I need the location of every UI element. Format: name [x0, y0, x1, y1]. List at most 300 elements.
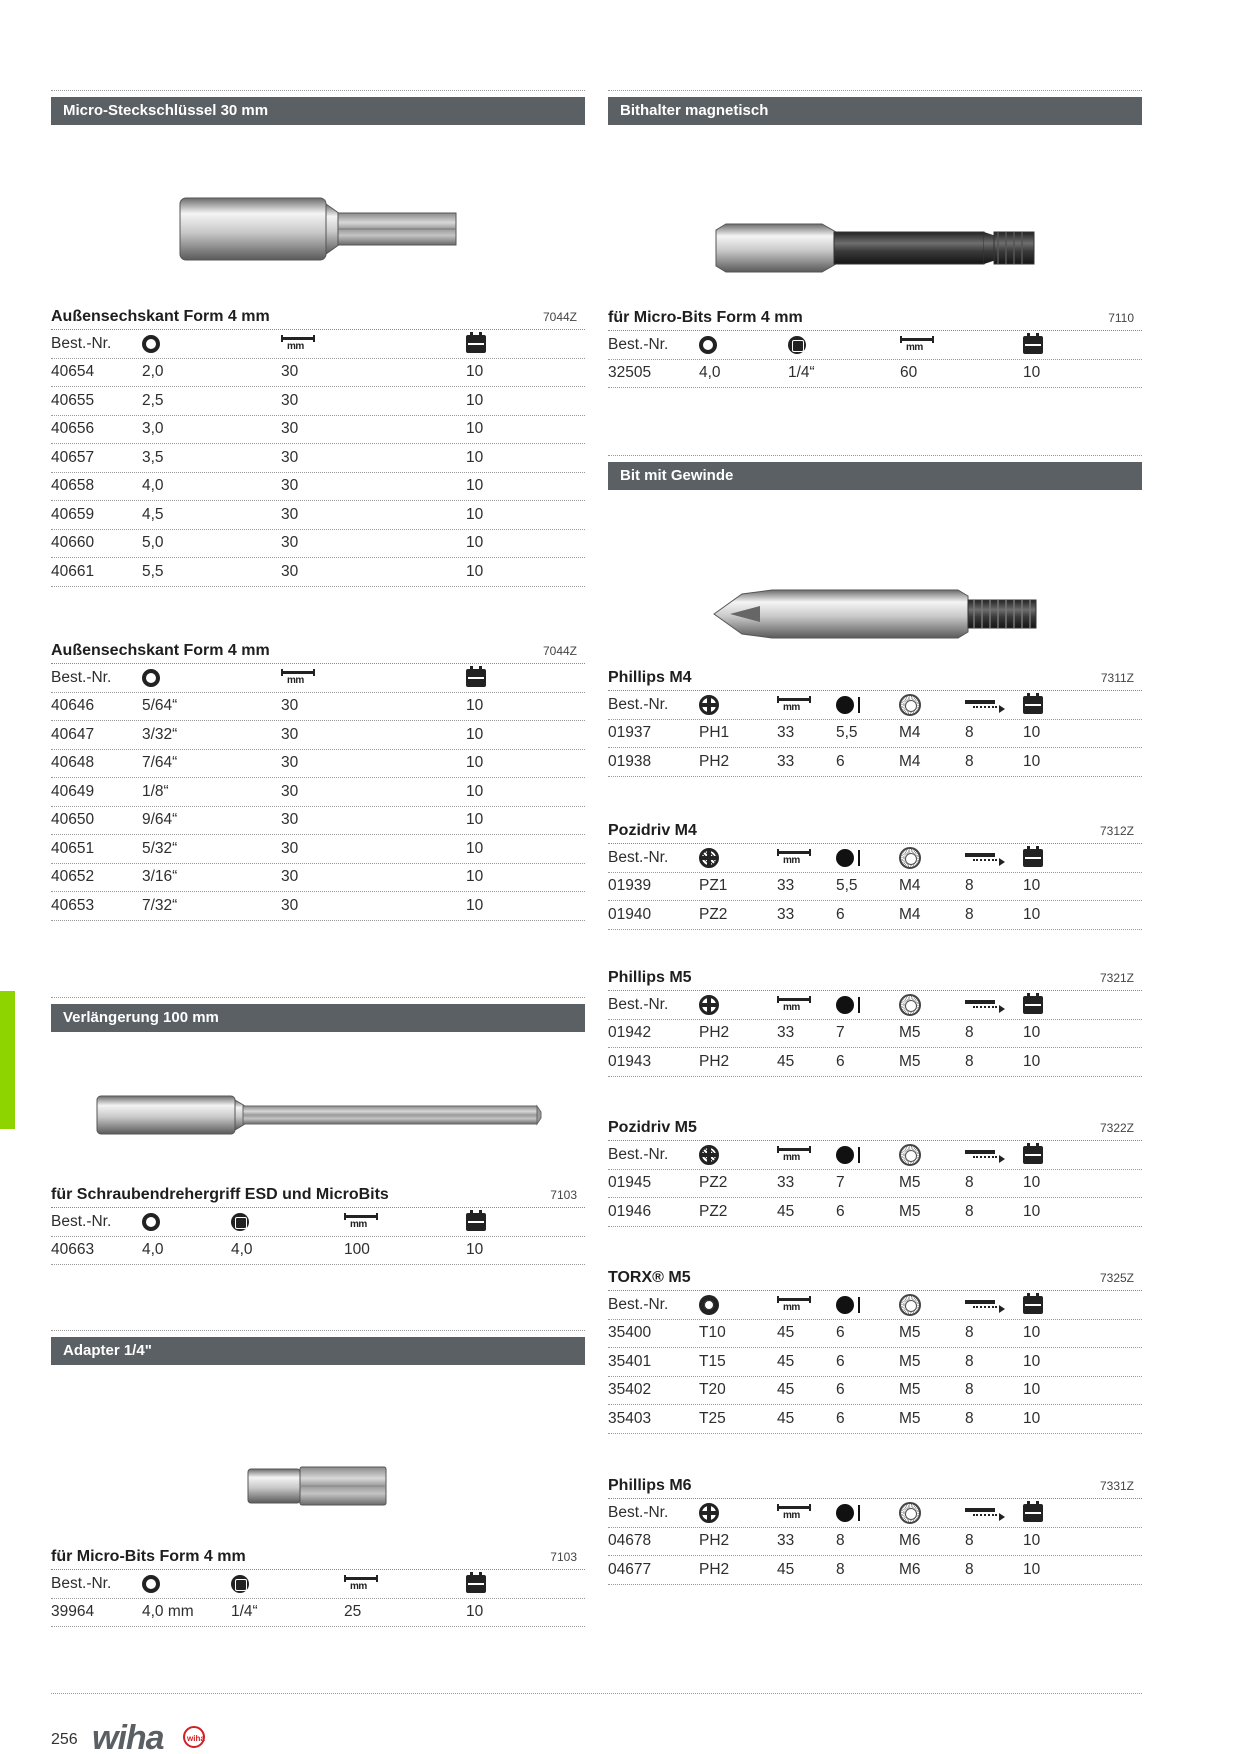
header-best-nr: Best.-Nr.: [51, 334, 112, 352]
table-cell: 8: [965, 905, 974, 923]
table-cell: 40658: [51, 477, 95, 494]
length-mm-icon: mm: [777, 849, 811, 867]
divider: [51, 90, 585, 91]
table-cell: 30: [281, 811, 299, 828]
table-group-pozidriv-m4: [608, 818, 1142, 930]
length-mm-icon: mm: [281, 669, 315, 687]
table-cell: M4: [899, 752, 921, 770]
table-cell: 01945: [608, 1174, 652, 1191]
table-row: [608, 720, 1142, 749]
package-qty-icon: [1023, 1146, 1043, 1164]
article-code: 7321Z: [1099, 971, 1134, 985]
table-cell: M4: [899, 724, 921, 741]
group-title: für Micro-Bits Form 4 mm: [51, 1548, 246, 1565]
table-cell: 01939: [608, 877, 652, 894]
group-title: Phillips M5: [608, 969, 692, 986]
table-group-aussensechskant-2: [51, 638, 585, 921]
table-cell: 8: [965, 1560, 974, 1578]
table-cell: 01940: [608, 905, 652, 923]
svg-text:wiha: wiha: [187, 1734, 205, 1743]
table-cell: 8: [965, 1324, 974, 1341]
table-cell: 5,5: [836, 724, 858, 741]
table-cell: 8: [965, 1352, 974, 1370]
table-cell: 10: [1023, 1202, 1041, 1220]
thread-length-icon: [965, 1296, 1005, 1314]
table-group-pozidriv-m5: [608, 1115, 1142, 1227]
table-cell: 10: [1023, 1352, 1041, 1370]
table-cell: 10: [466, 505, 484, 523]
table-group-phillips-m4: [608, 665, 1142, 777]
length-mm-icon: mm: [777, 1146, 811, 1164]
table-header: [51, 1208, 585, 1237]
table-cell: 10: [1023, 1560, 1041, 1578]
table-cell: 40650: [51, 811, 95, 828]
page-number: 256: [51, 1731, 78, 1748]
table-cell: 01946: [608, 1202, 652, 1220]
table-cell: 30: [281, 839, 299, 857]
threaded-bit-product-image: [712, 586, 1040, 642]
table-cell: 7: [836, 1024, 845, 1041]
table-cell: 8: [965, 1052, 974, 1070]
article-code: 7044Z: [542, 644, 577, 658]
table-cell: 40649: [51, 782, 95, 800]
table-cell: T25: [699, 1409, 726, 1427]
diameter-icon: [836, 1503, 862, 1523]
table-header: [51, 1570, 585, 1599]
table-cell: 9/64“: [142, 811, 178, 828]
table-cell: 30: [281, 754, 299, 771]
table-cell: T20: [699, 1381, 726, 1398]
table-header: [608, 691, 1142, 720]
table-cell: 33: [777, 1024, 795, 1041]
thread-icon: [899, 847, 921, 869]
table-row: [608, 360, 1142, 389]
table-cell: 3,5: [142, 448, 164, 466]
diameter-icon: [836, 848, 862, 868]
thread-length-icon: [965, 696, 1005, 714]
chapter-tab: [0, 991, 15, 1129]
header-best-nr: Best.-Nr.: [608, 695, 669, 713]
table-cell: M5: [899, 1352, 921, 1370]
table-cell: M6: [899, 1532, 921, 1549]
table-cell: 40655: [51, 391, 95, 409]
table-cell: 1/8“: [142, 782, 169, 800]
table-row: [608, 1048, 1142, 1077]
article-code: 7044Z: [542, 310, 577, 324]
table-cell: 10: [1023, 724, 1041, 741]
table-cell: 8: [965, 724, 974, 741]
table-cell: PH2: [699, 752, 730, 770]
table-cell: 8: [836, 1532, 845, 1549]
extension-product-image: [95, 1094, 543, 1136]
length-mm-icon: mm: [344, 1575, 378, 1593]
table-cell: 10: [1023, 905, 1041, 923]
table-cell: 60: [900, 364, 918, 381]
table-cell: T10: [699, 1324, 726, 1341]
table-cell: 35400: [608, 1324, 652, 1341]
table-cell: M4: [899, 877, 921, 894]
table-cell: 10: [466, 363, 484, 380]
table-cell: 4,0: [142, 1241, 164, 1258]
phillips-icon: [699, 695, 719, 715]
table-cell: PH2: [699, 1052, 730, 1070]
table-cell: 10: [466, 1603, 484, 1620]
table-cell: 10: [1023, 1174, 1041, 1191]
article-code: 7311Z: [1100, 671, 1134, 685]
table-cell: 8: [965, 1024, 974, 1041]
table-cell: 6: [836, 1352, 845, 1370]
table-header: [608, 331, 1142, 360]
table-cell: T15: [699, 1352, 726, 1370]
package-qty-icon: [1023, 996, 1043, 1014]
table-row: [51, 444, 585, 473]
table-cell: 8: [965, 1381, 974, 1398]
hex-size-icon: [142, 1575, 160, 1593]
group-title: Pozidriv M4: [608, 822, 697, 839]
header-best-nr: Best.-Nr.: [51, 668, 112, 686]
package-qty-icon: [466, 1213, 486, 1231]
square-drive-icon: [231, 1213, 249, 1231]
hex-size-icon: [142, 669, 160, 687]
table-cell: PH2: [699, 1560, 730, 1578]
header-best-nr: Best.-Nr.: [608, 335, 669, 353]
table-row: [51, 693, 585, 722]
section-title: Bithalter magnetisch: [608, 97, 1142, 125]
table-cell: 30: [281, 363, 299, 380]
group-title: Phillips M6: [608, 1477, 692, 1494]
divider: [608, 455, 1142, 456]
package-qty-icon: [1023, 1504, 1043, 1522]
table-cell: 30: [281, 562, 299, 580]
hex-size-icon: [142, 1213, 160, 1231]
group-title: Außensechskant Form 4 mm: [51, 642, 270, 659]
table-cell: 4,5: [142, 505, 164, 523]
table-cell: 40652: [51, 868, 95, 885]
table-cell: 10: [466, 477, 484, 494]
table-header: [51, 330, 585, 359]
table-cell: 01943: [608, 1052, 652, 1070]
table-cell: 1/4“: [788, 364, 815, 381]
group-title: für Micro-Bits Form 4 mm: [608, 309, 803, 326]
table-cell: 7/64“: [142, 754, 178, 771]
table-cell: 6: [836, 905, 845, 923]
header-best-nr: Best.-Nr.: [608, 1145, 669, 1163]
table-cell: M4: [899, 905, 921, 923]
footer-divider: [51, 1693, 1142, 1694]
length-mm-icon: mm: [344, 1213, 378, 1231]
table-cell: 6: [836, 1324, 845, 1341]
table-cell: 45: [777, 1560, 795, 1578]
table-cell: 40651: [51, 839, 95, 857]
table-cell: 45: [777, 1202, 795, 1220]
section-title: Adapter 1/4": [51, 1337, 585, 1365]
table-cell: 32505: [608, 364, 652, 381]
table-cell: 10: [466, 562, 484, 580]
header-best-nr: Best.-Nr.: [608, 1503, 669, 1521]
table-header: [608, 1291, 1142, 1320]
table-row: [608, 1348, 1142, 1377]
table-row: [51, 416, 585, 445]
table-cell: 8: [965, 1174, 974, 1191]
thread-icon: [899, 1144, 921, 1166]
table-row: [51, 359, 585, 388]
table-cell: 4,0: [231, 1241, 253, 1258]
group-title: Außensechskant Form 4 mm: [51, 308, 270, 325]
table-cell: 10: [466, 725, 484, 743]
table-cell: 33: [777, 905, 795, 923]
table-cell: M5: [899, 1202, 921, 1220]
table-cell: 25: [344, 1603, 362, 1620]
header-best-nr: Best.-Nr.: [51, 1574, 112, 1592]
group-title: TORX® M5: [608, 1269, 691, 1286]
table-group-verlaengerung: [51, 1182, 585, 1265]
table-cell: 5/32“: [142, 839, 178, 857]
package-qty-icon: [1023, 696, 1043, 714]
torx-icon: [699, 1295, 719, 1315]
table-row: [51, 721, 585, 750]
table-cell: PZ2: [699, 1202, 728, 1220]
table-cell: 10: [1023, 1024, 1041, 1041]
table-cell: 10: [466, 868, 484, 885]
table-row: [608, 873, 1142, 902]
divider: [51, 997, 585, 998]
hex-size-icon: [142, 335, 160, 353]
square-drive-icon: [231, 1575, 249, 1593]
table-row: [608, 1020, 1142, 1049]
thread-icon: [899, 1502, 921, 1524]
table-row: [51, 835, 585, 864]
article-code: 7322Z: [1099, 1121, 1134, 1135]
table-cell: 30: [281, 505, 299, 523]
table-cell: 30: [281, 896, 299, 914]
table-cell: 3,0: [142, 420, 164, 437]
pozidriv-icon: [699, 1145, 719, 1165]
table-cell: 35401: [608, 1352, 652, 1370]
table-cell: M5: [899, 1409, 921, 1427]
section-micro-steckschluessel: [51, 90, 585, 125]
table-cell: 33: [777, 1174, 795, 1191]
diameter-icon: [836, 995, 862, 1015]
adapter-product-image: [246, 1465, 392, 1507]
table-group-torx-m5: [608, 1265, 1142, 1434]
table-cell: 10: [1023, 1324, 1041, 1341]
table-cell: 33: [777, 877, 795, 894]
table-cell: 10: [1023, 752, 1041, 770]
table-cell: 5/64“: [142, 697, 178, 714]
square-drive-icon: [788, 336, 806, 354]
table-cell: 01942: [608, 1024, 652, 1041]
table-cell: 30: [281, 534, 299, 551]
table-cell: 30: [281, 697, 299, 714]
table-row: [51, 387, 585, 416]
table-cell: 30: [281, 782, 299, 800]
section-bithalter: [608, 90, 1142, 125]
section-title: Verlängerung 100 mm: [51, 1004, 585, 1032]
table-cell: 6: [836, 1052, 845, 1070]
table-cell: 10: [466, 811, 484, 828]
table-cell: M5: [899, 1381, 921, 1398]
table-cell: 30: [281, 868, 299, 885]
table-cell: M5: [899, 1024, 921, 1041]
table-row: [51, 501, 585, 530]
table-cell: 39964: [51, 1603, 95, 1620]
section-adapter: [51, 1330, 585, 1365]
table-cell: 01937: [608, 724, 652, 741]
table-cell: 35403: [608, 1409, 652, 1427]
hex-size-icon: [699, 336, 717, 354]
table-row: [51, 558, 585, 587]
article-code: 7331Z: [1099, 1479, 1134, 1493]
table-cell: 40647: [51, 725, 95, 743]
header-best-nr: Best.-Nr.: [608, 995, 669, 1013]
table-cell: 01938: [608, 752, 652, 770]
thread-length-icon: [965, 1146, 1005, 1164]
table-cell: 45: [777, 1381, 795, 1398]
table-cell: 10: [466, 420, 484, 437]
table-cell: 40663: [51, 1241, 95, 1258]
thread-icon: [899, 994, 921, 1016]
table-cell: 8: [965, 1532, 974, 1549]
section-verlaengerung: [51, 997, 585, 1032]
table-cell: 2,0: [142, 363, 164, 380]
article-code: 7325Z: [1099, 1271, 1134, 1285]
table-cell: M6: [899, 1560, 921, 1578]
table-row: [51, 1237, 585, 1266]
section-title: Bit mit Gewinde: [608, 462, 1142, 490]
table-cell: 40646: [51, 697, 95, 714]
article-code: 7103: [550, 1188, 577, 1202]
table-row: [608, 901, 1142, 930]
table-cell: 8: [965, 877, 974, 894]
table-cell: 45: [777, 1352, 795, 1370]
table-cell: 6: [836, 1202, 845, 1220]
article-code: 7103: [550, 1550, 577, 1564]
table-cell: 3/16“: [142, 868, 178, 885]
table-cell: 6: [836, 752, 845, 770]
table-cell: 1/4“: [231, 1603, 258, 1620]
thread-icon: [899, 694, 921, 716]
table-cell: 30: [281, 725, 299, 743]
table-cell: 10: [1023, 877, 1041, 894]
table-cell: M5: [899, 1324, 921, 1341]
table-cell: 10: [466, 782, 484, 800]
table-header: [608, 844, 1142, 873]
article-code: 7312Z: [1099, 824, 1134, 838]
phillips-icon: [699, 995, 719, 1015]
divider: [51, 1330, 585, 1331]
table-cell: 30: [281, 477, 299, 494]
table-cell: 10: [466, 448, 484, 466]
table-cell: 04678: [608, 1532, 652, 1549]
table-cell: 33: [777, 1532, 795, 1549]
table-row: [608, 1556, 1142, 1585]
table-cell: 45: [777, 1409, 795, 1427]
table-header: [51, 664, 585, 693]
table-cell: 45: [777, 1052, 795, 1070]
group-title: für Schraubendrehergriff ESD und MicroBits: [51, 1186, 389, 1203]
table-cell: 10: [466, 839, 484, 857]
section-title: Micro-Steckschlüssel 30 mm: [51, 97, 585, 125]
table-cell: M5: [899, 1052, 921, 1070]
table-row: [608, 1405, 1142, 1434]
table-cell: 30: [281, 391, 299, 409]
table-cell: 8: [965, 1409, 974, 1427]
table-cell: M5: [899, 1174, 921, 1191]
table-cell: 10: [1023, 364, 1041, 381]
length-mm-icon: mm: [900, 336, 934, 354]
table-cell: PH2: [699, 1024, 730, 1041]
diameter-icon: [836, 1145, 862, 1165]
table-row: [51, 892, 585, 921]
table-group-phillips-m6: [608, 1473, 1142, 1585]
section-bit-mit-gewinde: [608, 455, 1142, 490]
thread-length-icon: [965, 1504, 1005, 1522]
group-title: Pozidriv M5: [608, 1119, 697, 1136]
table-cell: 40653: [51, 896, 95, 914]
table-cell: 33: [777, 752, 795, 770]
length-mm-icon: mm: [281, 335, 315, 353]
table-cell: 10: [466, 1241, 484, 1258]
table-cell: 100: [344, 1241, 370, 1258]
table-cell: 45: [777, 1324, 795, 1341]
table-group-phillips-m5: [608, 965, 1142, 1077]
table-cell: 10: [466, 896, 484, 914]
table-row: [51, 778, 585, 807]
table-row: [51, 750, 585, 779]
table-cell: 7: [836, 1174, 845, 1191]
table-cell: 10: [1023, 1052, 1041, 1070]
table-cell: 10: [1023, 1409, 1041, 1427]
table-cell: 6: [836, 1409, 845, 1427]
table-cell: 2,5: [142, 391, 164, 409]
table-row: [608, 1320, 1142, 1349]
header-best-nr: Best.-Nr.: [608, 848, 669, 866]
group-title: Phillips M4: [608, 669, 692, 686]
header-best-nr: Best.-Nr.: [608, 1295, 669, 1313]
table-cell: 40659: [51, 505, 95, 523]
table-cell: 8: [836, 1560, 845, 1578]
table-cell: 35402: [608, 1381, 652, 1398]
table-row: [608, 748, 1142, 777]
thread-icon: [899, 1294, 921, 1316]
table-cell: 33: [777, 724, 795, 741]
table-cell: 40661: [51, 562, 95, 580]
table-row: [51, 807, 585, 836]
table-group-adapter: [51, 1544, 585, 1627]
table-cell: PZ1: [699, 877, 728, 894]
package-qty-icon: [466, 669, 486, 687]
table-row: [51, 473, 585, 502]
table-cell: PH1: [699, 724, 730, 741]
table-cell: 40657: [51, 448, 95, 466]
table-cell: 10: [466, 391, 484, 409]
length-mm-icon: mm: [777, 696, 811, 714]
table-header: [608, 1499, 1142, 1528]
table-cell: 40660: [51, 534, 95, 551]
package-qty-icon: [1023, 336, 1043, 354]
length-mm-icon: mm: [777, 1504, 811, 1522]
table-header: [608, 991, 1142, 1020]
table-row: [608, 1377, 1142, 1406]
table-cell: 40648: [51, 754, 95, 771]
package-qty-icon: [466, 335, 486, 353]
table-cell: 10: [1023, 1532, 1041, 1549]
table-row: [51, 530, 585, 559]
package-qty-icon: [1023, 1296, 1043, 1314]
socket-product-image: [178, 196, 460, 262]
table-cell: 10: [466, 534, 484, 551]
pozidriv-icon: [699, 848, 719, 868]
